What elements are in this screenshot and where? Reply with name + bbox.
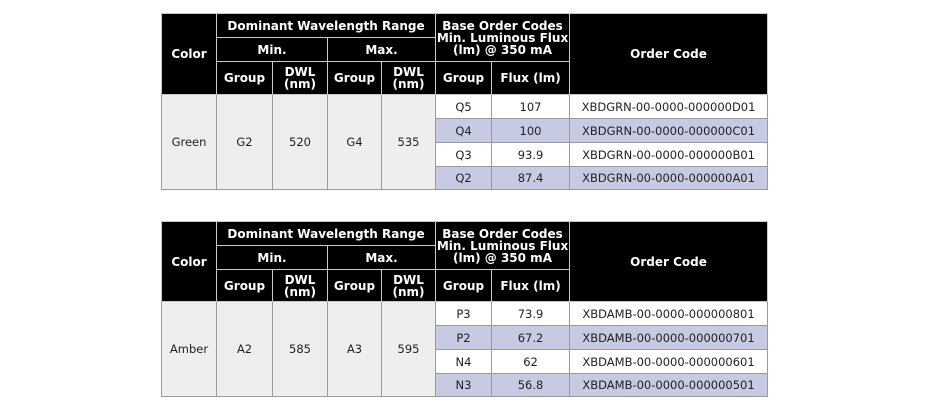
- max-group-cell: G4: [328, 95, 382, 190]
- header-max: Max.: [328, 38, 436, 62]
- flux-group-cell: Q4: [436, 119, 492, 143]
- header-min: Min.: [217, 246, 328, 270]
- order-code-cell: XBDAMB-00-0000-000000801: [570, 302, 768, 326]
- header-dwl-range: Dominant Wavelength Range: [217, 14, 436, 38]
- header-dwl-unit: (nm): [392, 77, 425, 91]
- header-max-dwl: [382, 62, 436, 95]
- order-code-table-green: [161, 13, 768, 190]
- flux-cell: 107: [492, 95, 570, 119]
- flux-group-cell: P2: [436, 326, 492, 350]
- order-code-cell: XBDAMB-00-0000-000000501: [570, 374, 768, 397]
- header-base-order-codes: [436, 222, 570, 270]
- header-dwl-label: DWL: [393, 272, 424, 287]
- flux-cell: 73.9: [492, 302, 570, 326]
- flux-group-cell: Q3: [436, 143, 492, 167]
- header-flux-group: Group: [436, 62, 492, 95]
- header-min-group: Group: [217, 62, 273, 95]
- header-base-order-line1: Base Order Codes: [442, 18, 563, 33]
- header-max-group: Group: [328, 270, 382, 302]
- header-base-order-line3: (lm) @ 350 mA: [453, 250, 552, 265]
- flux-group-cell: Q2: [436, 167, 492, 190]
- max-group-cell: A3: [328, 302, 382, 397]
- table-row: [162, 95, 768, 119]
- order-code-cell: XBDAMB-00-0000-000000701: [570, 326, 768, 350]
- color-cell: Green: [162, 95, 217, 190]
- max-dwl-cell: 535: [382, 95, 436, 190]
- min-dwl-cell: 520: [273, 95, 328, 190]
- header-base-order-codes: [436, 14, 570, 62]
- header-dwl-label: DWL: [284, 272, 316, 287]
- header-min-dwl: [273, 270, 328, 302]
- header-flux: Flux (lm): [492, 62, 570, 95]
- header-flux: Flux (lm): [492, 270, 570, 302]
- header-dwl-label: DWL: [393, 65, 424, 79]
- header-min: Min.: [217, 38, 328, 62]
- flux-cell: 56.8: [492, 374, 570, 397]
- header-color: Color: [162, 14, 217, 95]
- header-max-group: Group: [328, 62, 382, 95]
- header-max-dwl: [382, 270, 436, 302]
- header-dwl-range: Dominant Wavelength Range: [217, 222, 436, 246]
- order-code-cell: XBDGRN-00-0000-000000D01: [570, 95, 768, 119]
- order-code-table-amber: [161, 221, 768, 397]
- flux-group-cell: N4: [436, 350, 492, 374]
- header-base-order-line1: Base Order Codes: [442, 226, 563, 241]
- header-base-order-line3: (lm) @ 350 mA: [453, 42, 552, 57]
- header-max: Max.: [328, 246, 436, 270]
- header-order-code: Order Code: [570, 14, 768, 95]
- flux-group-cell: N3: [436, 374, 492, 397]
- order-code-cell: XBDAMB-00-0000-000000601: [570, 350, 768, 374]
- header-color: Color: [162, 222, 217, 302]
- header-dwl-unit: (nm): [283, 284, 316, 299]
- header-dwl-unit: (nm): [283, 77, 316, 91]
- header-order-code: Order Code: [570, 222, 768, 302]
- flux-group-cell: P3: [436, 302, 492, 326]
- max-dwl-cell: 595: [382, 302, 436, 397]
- table-row: [162, 302, 768, 326]
- flux-cell: 67.2: [492, 326, 570, 350]
- header-dwl-unit: (nm): [392, 284, 425, 299]
- min-group-cell: A2: [217, 302, 273, 397]
- flux-cell: 100: [492, 119, 570, 143]
- order-code-cell: XBDGRN-00-0000-000000B01: [570, 143, 768, 167]
- order-code-cell: XBDGRN-00-0000-000000C01: [570, 119, 768, 143]
- flux-cell: 62: [492, 350, 570, 374]
- header-base-order-line2: Min. Luminous Flux: [436, 238, 569, 253]
- order-code-cell: XBDGRN-00-0000-000000A01: [570, 167, 768, 190]
- header-base-order-line2: Min. Luminous Flux: [436, 30, 569, 45]
- color-cell: Amber: [162, 302, 217, 397]
- header-flux-group: Group: [436, 270, 492, 302]
- min-group-cell: G2: [217, 95, 273, 190]
- header-dwl-label: DWL: [284, 65, 316, 79]
- header-min-group: Group: [217, 270, 273, 302]
- min-dwl-cell: 585: [273, 302, 328, 397]
- flux-group-cell: Q5: [436, 95, 492, 119]
- header-min-dwl: [273, 62, 328, 95]
- flux-cell: 87.4: [492, 167, 570, 190]
- flux-cell: 93.9: [492, 143, 570, 167]
